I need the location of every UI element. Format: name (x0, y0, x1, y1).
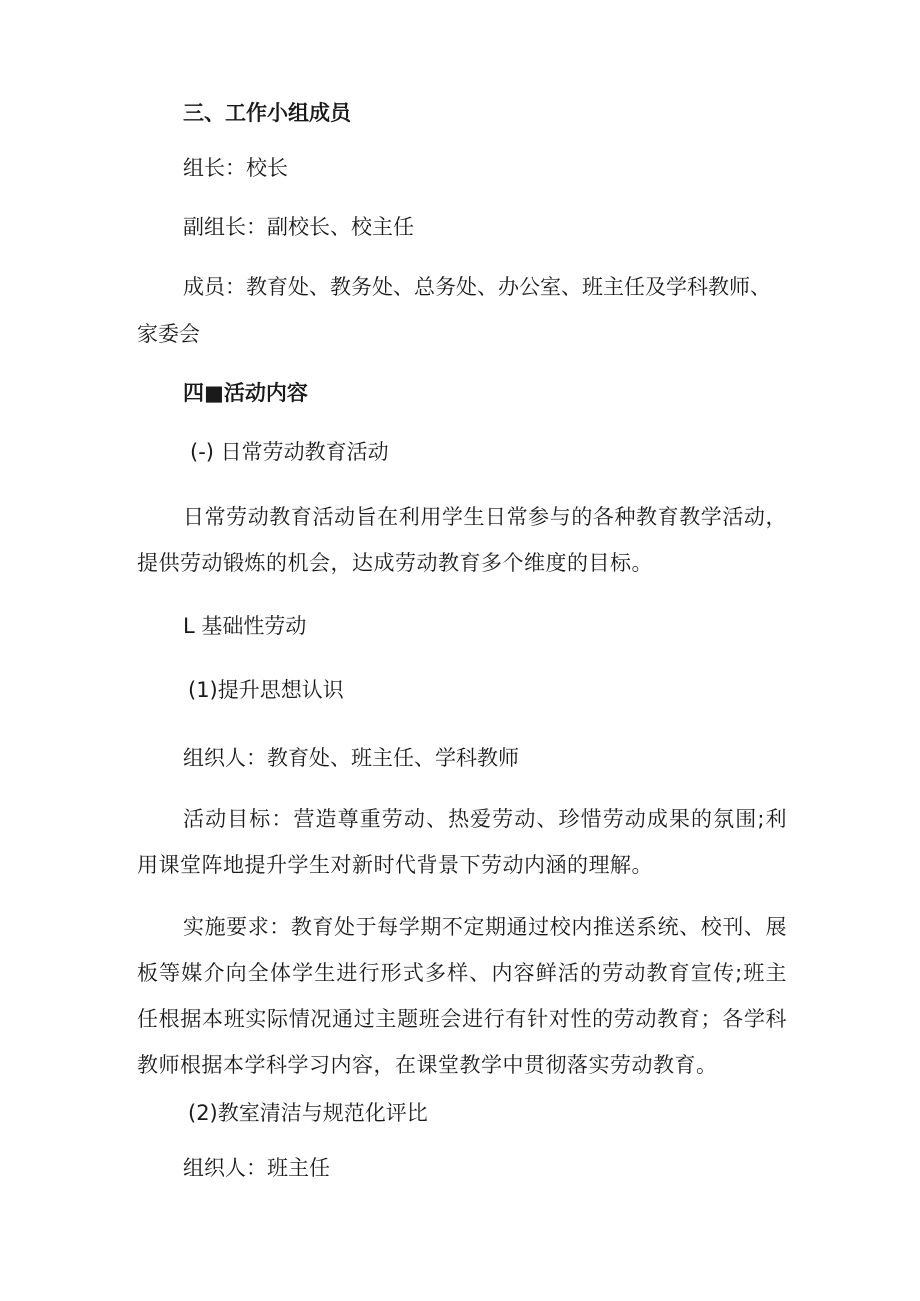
task-1-requirements: 实施要求：教育处于每学期不定期通过校内推送系统、校刊、展板等媒介向全体学生进行形式多样、内容鲜活的劳动教育宣传;班主任根据本班实际情况通过主题班会进行有针对性的劳动教育；各学科教师根据本学科学习内容，在课堂教学中贯彻落实劳动教育。 (137, 915, 787, 1077)
section-3-heading: 三、工作小组成员 (183, 101, 351, 125)
item-1-heading: L 基础性劳动 (183, 614, 307, 638)
section-4-heading: 四■活动内容 (183, 381, 308, 405)
task-1-goal: 活动目标：营造尊重劳动、热爱劳动、珍惜劳动成果的氛围;利用课堂阵地提升学生对新时代背景下劳动内涵的理解。 (137, 807, 787, 877)
task-1-heading: (1)提升思想认识 (188, 678, 344, 702)
vice-leader-line: 副组长：副校长、校主任 (183, 215, 414, 239)
task-1-organizer: 组织人：教育处、班主任、学科教师 (183, 746, 519, 770)
task-2-organizer: 组织人：班主任 (183, 1156, 330, 1180)
task-2-heading: (2)教室清洁与规范化评比 (188, 1101, 428, 1125)
subsection-1-intro: 日常劳动教育活动旨在利用学生日常参与的各种教育教学活动，提供劳动锻炼的机会，达成劳动教育多个维度的目标。 (137, 505, 787, 575)
leader-line: 组长：校长 (183, 156, 288, 180)
members-line-2: 家委会 (137, 322, 200, 346)
members-line-1: 成员：教育处、教务处、总务处、办公室、班主任及学科教师、 (183, 275, 771, 299)
subsection-1-heading: (-) 日常劳动教育活动 (190, 440, 389, 464)
